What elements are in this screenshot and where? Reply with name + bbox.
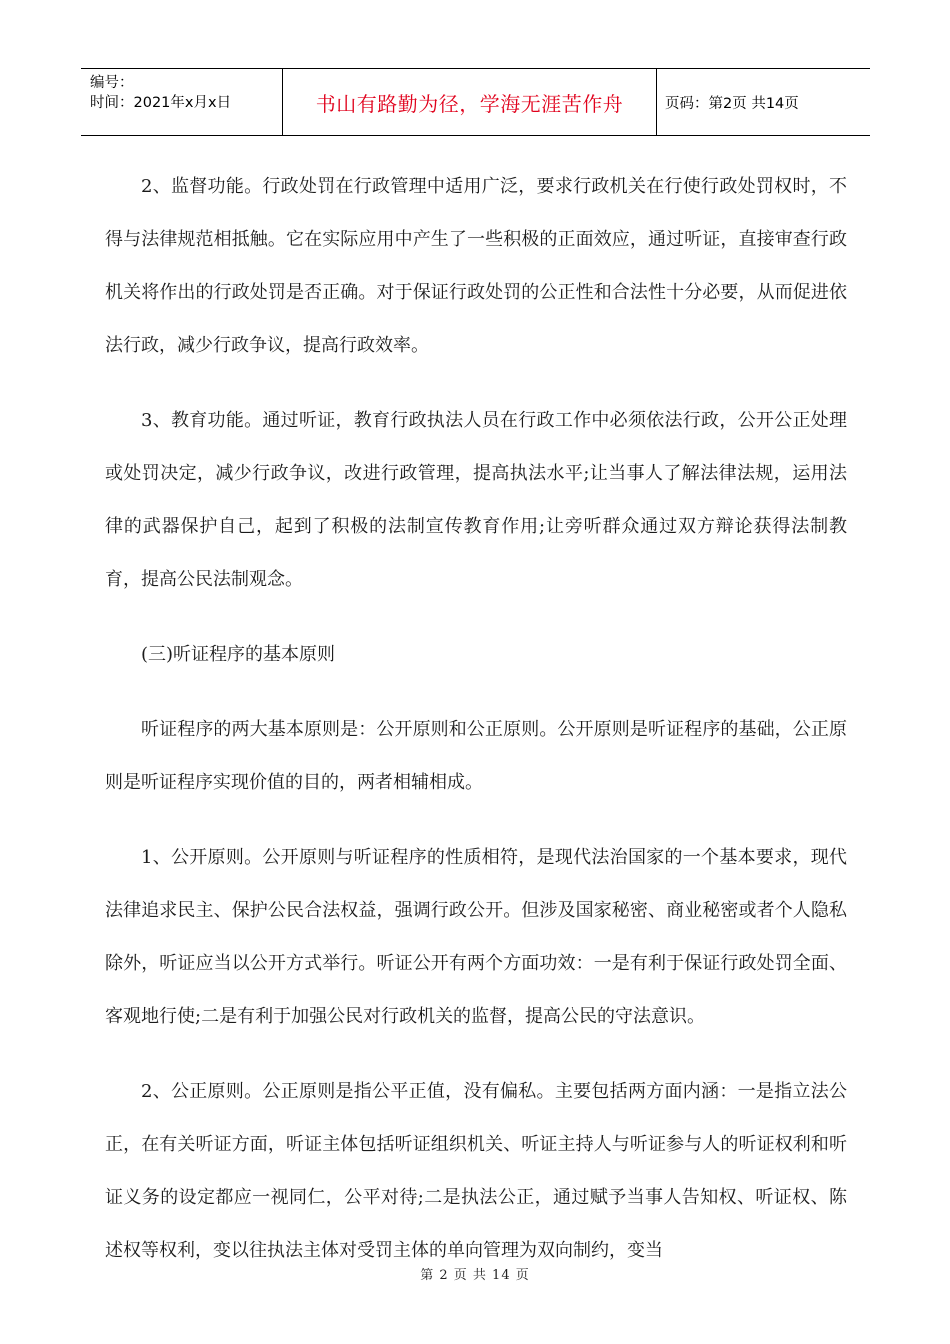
header-motto: 书山有路勤为径，学海无涯苦作舟 (283, 69, 657, 135)
section-heading-basic-principles: (三)听证程序的基本原则 (141, 644, 336, 665)
paragraph-education-function: 3、教育功能。通过听证，教育行政执法人员在行政工作中必须依法行政，公开公正处理或处罚决定，减少行政争议，改进行政管理，提高执法水平;让当事人了解法律法规，运用法律的武器保护自己，起到了积极的法制宣传教育作用;让旁听群众通过双方辩论获得法制教育，提高公民法制观念。 (105, 410, 847, 590)
header-meta (81, 69, 283, 135)
page-footer: 第 2 页 共 14 页 (420, 1268, 530, 1283)
header-page-code: 页码：第2页 共14页 (665, 95, 799, 112)
paragraph-two-principles: 听证程序的两大基本原则是：公开原则和公正原则。公开原则是听证程序的基础，公正原则是听证程序实现价值的目的，两者相辅相成。 (105, 719, 847, 793)
paragraph-supervision-function: 2、监督功能。行政处罚在行政管理中适用广泛，要求行政机关在行使行政处罚权时，不得与法律规范相抵触。它在实际应用中产生了一些积极的正面效应，通过听证，直接审查行政机关将作出的行政处罚是否正确。对于保证行政处罚的公正性和合法性十分必要，从而促进依法行政，减少行政争议，提高行政效率。 (105, 176, 847, 356)
number-label: 编号： (90, 75, 134, 91)
page-header (81, 68, 870, 136)
date-label: 时间：2021年x月x日 (90, 95, 232, 111)
paragraph-openness-principle: 1、公开原则。公开原则与听证程序的性质相符，是现代法治国家的一个基本要求，现代法律追求民主、保护公民合法权益，强调行政公开。但涉及国家秘密、商业秘密或者个人隐私除外，听证应当以公开方式举行。听证公开有两个方面功效：一是有利于保证行政处罚全面、客观地行使;二是有利于加强公民对行政机关的监督，提高公民的守法意识。 (105, 847, 847, 1027)
paragraph-fairness-principle: 2、公正原则。公正原则是指公平正值，没有偏私。主要包括两方面内涵：一是指立法公正，在有关听证方面，听证主体包括听证组织机关、听证主持人与听证参与人的听证权利和听证义务的设定都应一视同仁，公平对待;二是执法公正，通过赋予当事人告知权、听证权、陈述权等权利，变以往执法主体对受罚主体的单向管理为双向制约，变当 (105, 1081, 847, 1261)
document-body (105, 160, 847, 1299)
